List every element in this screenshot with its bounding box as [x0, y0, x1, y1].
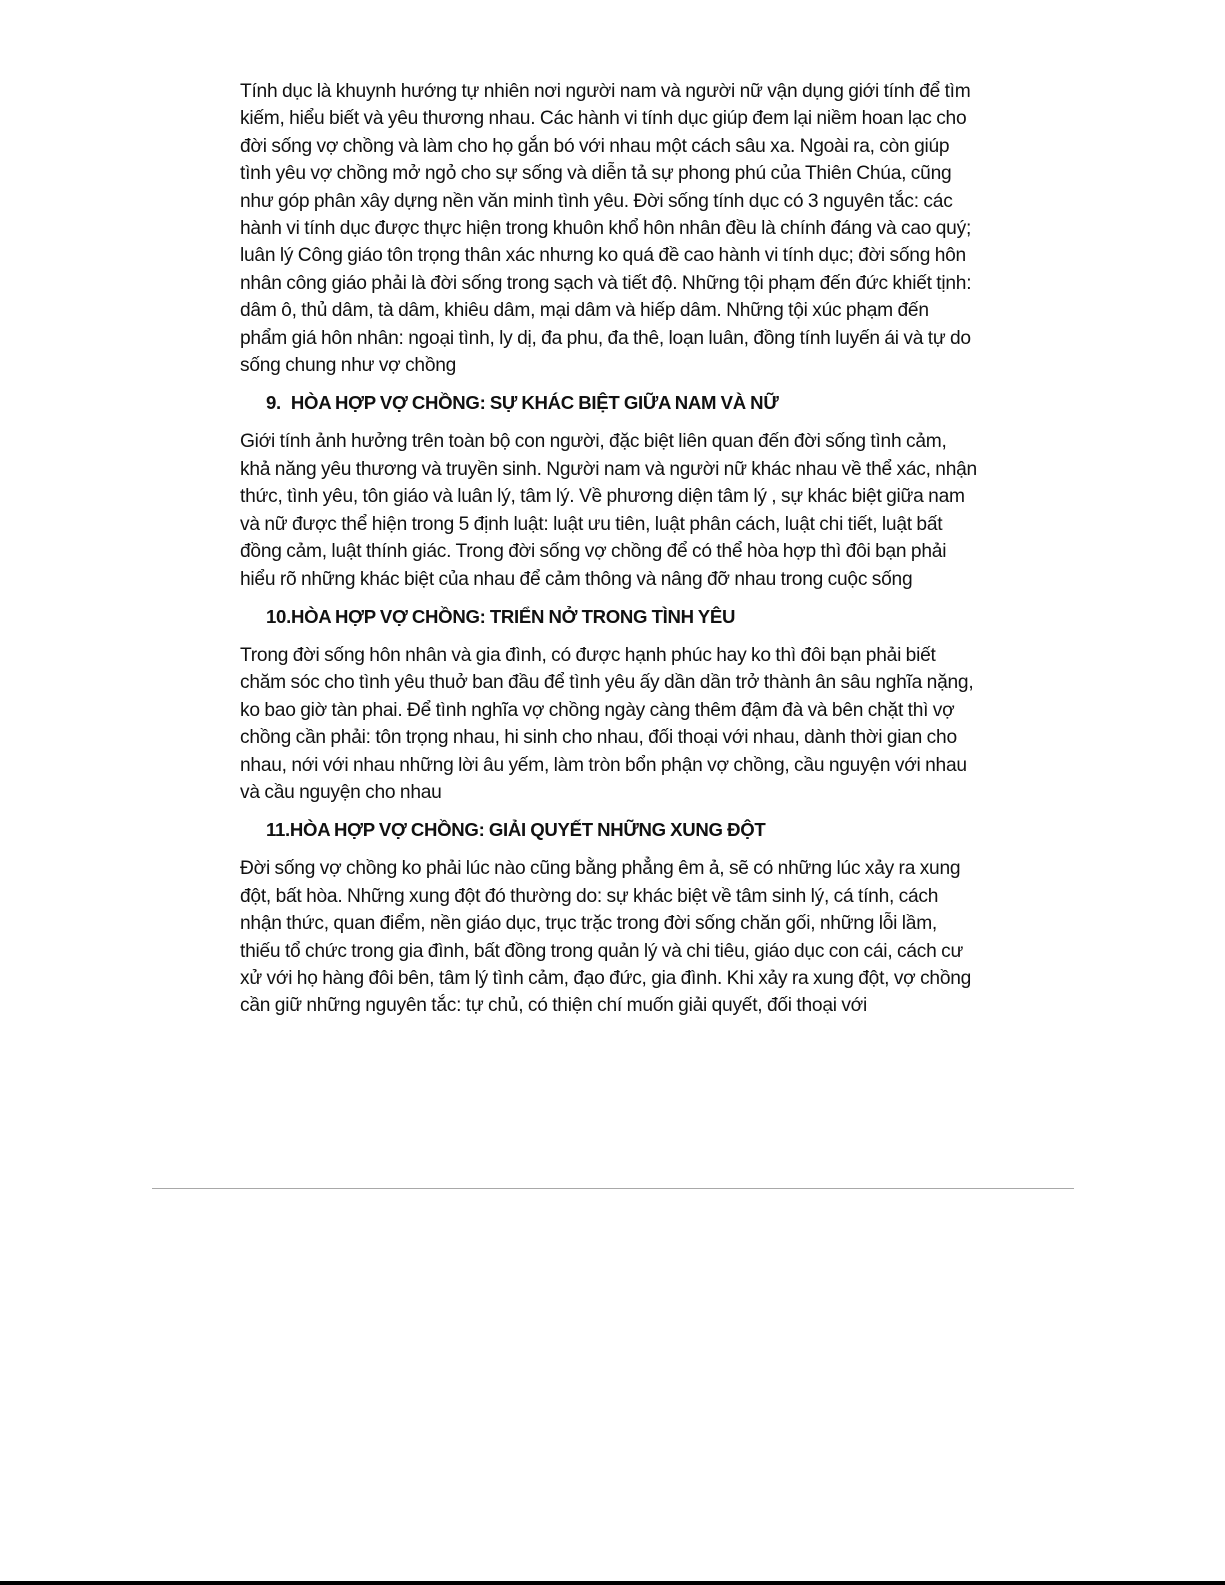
heading-title: HÒA HỢP VỢ CHỒNG: GIẢI QUYẾT NHỮNG XUNG ĐỘT: [289, 819, 766, 841]
paragraph-sexuality: Tính dục là khuynh hướng tự nhiên nơi người nam và người nữ vận dụng giới tính để tìm kiếm, hiểu biết và yêu thương nhau. Các hành vi tính dục giúp đem lại niềm hoan lạc cho đời sống vợ chồng và làm cho họ gắn bó với nhau một cách sâu xa. Ngoài ra, còn giúp tình yêu vợ chồng mở ngỏ cho sự sống và diễn tả sự phong phú của Thiên Chúa, cũng như góp phân xây dựng nền văn minh tình yêu. Đời sống tính dục có 3 nguyên tắc: các hành vi tính dục được thực hiện trong khuôn khổ hôn nhân đều là chính đáng và cao quý; luân lý Công giáo tôn trọng thân xác nhưng ko quá đề cao hành vi tính dục; đời sống hôn nhân công giáo phải là đời sống trong sạch và tiết độ. Những tội phạm đến đức khiết tịnh: dâm ô, thủ dâm, tà dâm, khiêu dâm, mại dâm và hiếp dâm. Những tội xúc phạm đến phẩm giá hôn nhân: ngoại tình, ly dị, đa phu, đa thê, loạn luân, đồng tính luyến ái và tự do sống chung như vợ chồng: [240, 81, 972, 377]
paragraph-section-11: Đời sống vợ chồng ko phải lúc nào cũng bằng phẳng êm ả, sẽ có những lúc xảy ra xung đột, bất hòa. Những xung đột đó thường do: sự khác biệt về tâm sinh lý, cá tính, cách nhận thức, quan điểm, nền giáo dục, trục trặc trong đời sống chăn gối, những lỗi lầm, thiếu tổ chức trong gia đình, bất đồng trong quản lý và chi tiêu, giáo dục con cái, cách cư xử với họ hàng đôi bên, tâm lý tình cảm, đạo đức, gia đình. Khi xảy ra xung đột, vợ chồng cần giữ những nguyên tắc: tự chủ, có thiện chí muốn giải quyết, đối thoại với: [240, 858, 972, 1017]
heading-section-10: [266, 604, 980, 630]
heading-number: 9.: [266, 392, 281, 414]
heading-section-9: [266, 390, 980, 416]
page-divider: [152, 1188, 1074, 1189]
paragraph-section-9: Giới tính ảnh hưởng trên toàn bộ con người, đặc biệt liên quan đến đời sống tình cảm, khả năng yêu thương và truyền sinh. Người nam và người nữ khác nhau về thể xác, nhận thức, tình yêu, tôn giáo và luân lý, tâm lý. Về phương diện tâm lý , sự khác biệt giữa nam và nữ được thể hiện trong 5 định luật: luật ưu tiên, luật phân cách, luật chi tiết, luật bất đồng cảm, luật thính giác. Trong đời sống vợ chồng để có thể hòa hợp thì đôi bạn phải hiểu rõ những khác biệt của nhau để cảm thông và nâng đỡ nhau trong cuộc sống: [240, 431, 977, 590]
document-content: [240, 78, 980, 1020]
bottom-edge-bar: [0, 1581, 1225, 1585]
heading-title: HÒA HỢP VỢ CHỒNG: SỰ KHÁC BIỆT GIỮA NAM VÀ NỮ: [290, 392, 779, 414]
heading-section-11: [266, 817, 980, 843]
heading-title: HÒA HỢP VỢ CHỒNG: TRIỂN NỞ TRONG TÌNH YÊU: [290, 605, 736, 627]
heading-number: 11.: [266, 819, 290, 841]
paragraph-section-10: Trong đời sống hôn nhân và gia đình, có được hạnh phúc hay ko thì đôi bạn phải biết chăm sóc cho tình yêu thuở ban đầu để tình yêu ấy dần dần trở thành ân sâu nghĩa nặng, ko bao giờ tàn phai. Để tình nghĩa vợ chồng ngày càng thêm đậm đà và bên chặt thì vợ chồng cần phải: tôn trọng nhau, hi sinh cho nhau, đối thoại với nhau, dành thời gian cho nhau, nới với nhau những lời âu yếm, làm tròn bổn phận vợ chồng, cầu nguyện với nhau và cầu nguyện cho nhau: [240, 644, 974, 803]
heading-number: 10.: [266, 605, 291, 627]
